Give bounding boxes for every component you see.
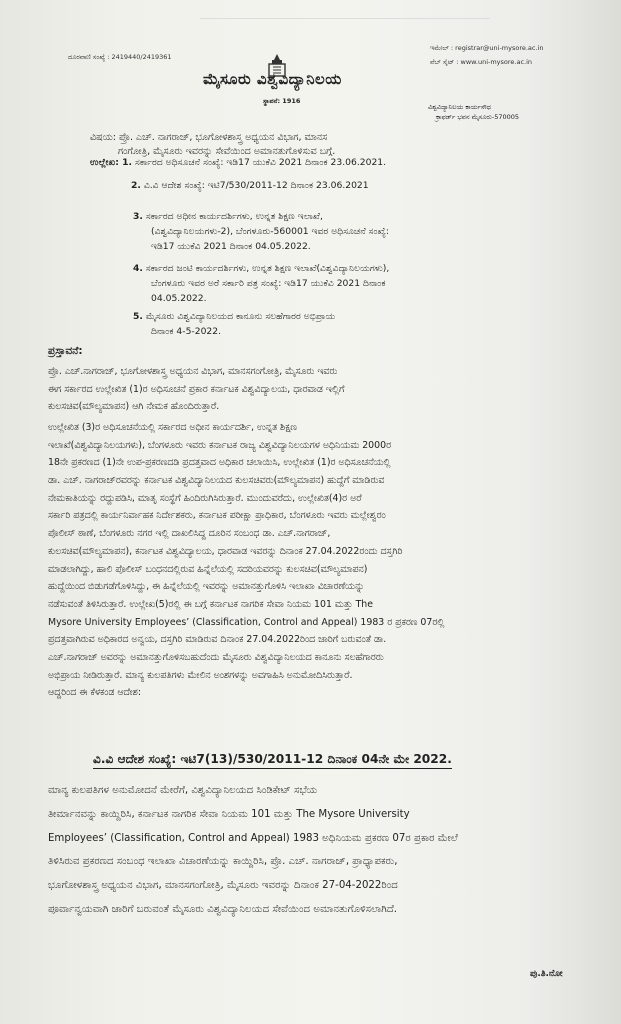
reference-label: 5.: [133, 311, 143, 322]
reference-item: [90, 156, 386, 169]
reference-text: ಸರ್ಕಾರದ ಅಧೀನ ಕಾರ್ಯದರ್ಶಿಗಳು, ಉನ್ನತ ಶಿಕ್ಷಣ ಇಲಾಖೆ,: [145, 211, 323, 222]
reference-label: 2.: [131, 180, 141, 191]
paragraph-line: ಉಲ್ಲೇಖಿತ (3)ರ ಅಧಿಸೂಚನೆಯಲ್ಲಿ ಸರ್ಕಾರದ ಅಧೀನ ಕಾರ್ಯದರ್ಶಿ, ಉನ್ನತ ಶಿಕ್ಷಣ: [48, 422, 297, 433]
order-number-heading: ವಿ.ವಿ ಆದೇಶ ಸಂಖ್ಯೆ: ಇಟಿ7(13)/530/2011-12 ದಿನಾಂಕ 04ನೇ ಮೇ 2022.: [93, 752, 452, 769]
paragraph-line: ಭೂಗೋಳಶಾಸ್ತ್ರ ಅಧ್ಯಯನ ವಿಭಾಗ, ಮಾನಸಗಂಗೋತ್ರಿ, ಮೈಸೂರು ಇವರನ್ನು ದಿನಾಂಕ 27-04-2022ರಿಂದ: [48, 880, 398, 892]
reference-text: ವಿ.ವಿ ಆದೇಶ ಸಂಖ್ಯೆ: ಇಟಿ7/530/2011-12 ದಿನಾಂಕ 23.06.2021: [143, 180, 369, 191]
paragraph-line: ತಿಳಿಸಿರುವ ಪ್ರಕರಣದ ಸಂಬಂಧ ಇಲಾಖಾ ವಿಚಾರಣೆಯನ್ನು ಕಾಯ್ದಿರಿಸಿ, ಪ್ರೊ. ಎಚ್. ನಾಗರಾಜ್, ಪ್ರಾಧ್ಯಾಪಕರು,: [48, 856, 398, 868]
preamble-heading: ಪ್ರಸ್ತಾವನೆ:: [48, 345, 83, 357]
university-name: ಮೈಸೂರು ವಿಶ್ವವಿದ್ಯಾನಿಲಯ: [203, 70, 342, 88]
website-address: ವೆಬ್ ಸೈಟ್ : www.uni-mysore.ac.in: [430, 58, 533, 66]
paragraph-line: Employees’ (Classification, Control and Appeal) 1983 ಅಧಿನಿಯಮ ಪ್ರಕರಣ 07ರ ಪ್ರಕಾರ ಮೇಲೆ: [48, 832, 458, 844]
paragraph-line: ಪೊಲೀಸ್ ಠಾಣೆ, ಬೆಂಗಳೂರು ನಗರ ಇಲ್ಲಿ ದಾಖಲಿಸಿದ್ದ ದೂರಿನ ಸಂಬಂಧ ಡಾ. ಎಚ್.ನಾಗರಾಜ್,: [48, 528, 331, 540]
paragraph-line: ನೇಮಕಾತಿಯನ್ನು ರದ್ದುಪಡಿಸಿ, ಮಾತೃ ಸಂಸ್ಥೆಗೆ ಹಿಂದಿರುಗಿಸಿರುತ್ತಾರೆ. ಮುಂದುವರೆದು, ಉಲ್ಲೇಖಿತ(4)ರ ಅರೆ: [48, 492, 362, 504]
paragraph-line: ತೀರ್ಮಾನವನ್ನು ಕಾಯ್ದಿರಿಸಿ, ಕರ್ನಾಟಕ ನಾಗರಿಕ ಸೇವಾ ನಿಯಮ 101 ಮತ್ತು The Mysore University: [48, 808, 410, 820]
reference-item: [133, 310, 335, 323]
reference-text: ಮೈಸೂರು ವಿಶ್ವವಿದ್ಯಾನಿಲಯದ ಕಾನೂನು ಸಲಹೆಗಾರರ ಅಭಿಪ್ರಾಯ: [145, 311, 336, 322]
reference-label: 4.: [133, 263, 143, 274]
paragraph-line: ಆದ್ದರಿಂದ ಈ ಕೆಳಕಂಡ ಆದೇಶ:: [48, 687, 141, 699]
paragraph-line: ಪೂರ್ವಾನ್ವಯವಾಗಿ ಜಾರಿಗೆ ಬರುವಂತೆ ಮೈಸೂರು ವಿಶ್ವವಿದ್ಯಾನಿಲಯದ ಸೇವೆಯಿಂದ ಅಮಾನತುಗೊಳಿಸಲಾಗಿದೆ.: [48, 903, 398, 915]
subject-line-1: ವಿಷಯ: ಪ್ರೊ. ಎಚ್. ನಾಗರಾಜ್, ಭೂಗೋಳಶಾಸ್ತ್ರ ಅಧ್ಯಯನ ವಿಭಾಗ, ಮಾನಸ: [90, 132, 328, 143]
paragraph-line: ಮಾಡಲಾಗಿದ್ದು, ಹಾಲಿ ಪೊಲೀಸ್ ಬಂಧನದಲ್ಲಿರುವ ಹಿನ್ನೆಲೆಯಲ್ಲಿ ಸದರಿಯವರನ್ನು ಕುಲಸಚಿವ(ಮೌಲ್ಯಮಾಪನ): [48, 563, 368, 575]
preamble-paragraph-2: [48, 422, 588, 705]
reference-text: ಸರ್ಕಾರದ ಅಧಿಸೂಚನೆ ಸಂಖ್ಯೆ: ಇಡಿ17 ಯುಕೆವಿ 2021 ದಿನಾಂಕ 23.06.2021.: [134, 157, 387, 168]
paragraph-line: ಈಗ ಸರ್ಕಾರದ ಉಲ್ಲೇಖಿತ (1)ರ ಅಧಿಸೂಚನೆ ಪ್ರಕಾರ ಕರ್ನಾಟಕ ವಿಶ್ವವಿದ್ಯಾಲಯ, ಧಾರವಾಡ ಇಲ್ಲಿಗೆ: [48, 383, 345, 395]
paragraph-line: ಕುಲಸಚಿವ(ಮೌಲ್ಯಮಾಪನ), ಕರ್ನಾಟಕ ವಿಶ್ವವಿದ್ಯಾಲಯ, ಧಾರವಾಡ ಇವರನ್ನು ದಿನಾಂಕ 27.04.2022ರಂದು ದಸ್ತಗಿರಿ: [48, 545, 403, 557]
email-address: ಇಮೇಲ್ : registrar@uni-mysore.ac.in: [430, 44, 544, 52]
reference-label: 3.: [133, 211, 143, 222]
paragraph-line: ಮಾನ್ಯ ಕುಲಪತಿಗಳ ಅನುಮೋದನೆ ಮೇರೆಗೆ, ವಿಶ್ವವಿದ್ಯಾನಿಲಯದ ಸಿಂಡಿಕೇಟ್ ಸಭೆಯ: [48, 785, 318, 796]
reference-item: [133, 210, 323, 223]
established-year: ಸ್ಥಾಪನೆ: 1916: [263, 97, 301, 105]
signature-initials: ಪು.ತಿ.ನೋ: [530, 969, 563, 979]
paragraph-line: ಸರ್ಕಾರಿ ಪತ್ರದಲ್ಲಿ ಕಾರ್ಯನಿರ್ವಾಹಕ ನಿರ್ದೇಶಕರು, ಕರ್ನಾಟಕ ಪರೀಕ್ಷಾ ಪ್ರಾಧಿಕಾರ, ಬೆಂಗಳೂರು ಇವರು ಮಲ್ಲೇಶ್ವರಂ: [48, 510, 386, 522]
subject-block: [90, 131, 335, 159]
paragraph-line: ಎಚ್.ನಾಗರಾಜ್ ಅವರನ್ನು ಅಮಾನತ್ತುಗೊಳಿಸಬಹುದೆಂದು ಮೈಸೂರು ವಿಶ್ವವಿದ್ಯಾನಿಲಯದ ಕಾನೂನು ಸಲಹೆಗಾರರು: [48, 651, 384, 663]
subject-line-2: ಗಂಗೋತ್ರಿ, ಮೈಸೂರು ಇವರನ್ನು ಸೇವೆಯಿಂದ ಅಮಾನತುಗೊಳಿಸುವ ಬಗ್ಗೆ.: [118, 146, 336, 157]
paragraph-line: ಹುದ್ದೆಯಿಂದ ಬಿಡುಗಡೆಗೊಳಿಸಿದ್ದು, ಈ ಹಿನ್ನೆಲೆಯಲ್ಲಿ ಇವರನ್ನು ಅಮಾನತ್ತುಗೊಳಿಸಿ ಇಲಾಖಾ ವಿಚಾರಣೆಯನ್ನು: [48, 581, 365, 593]
top-divider: [200, 18, 490, 19]
paragraph-line: ಅಭಿಪ್ರಾಯ ನೀಡಿರುತ್ತಾರೆ. ಮಾನ್ಯ ಕುಲಪತಿಗಳು ಮೇಲಿನ ಅಂಶಗಳನ್ನು ಅವಗಾಹಿಸಿ ಅನುಮೋದಿಸಿರುತ್ತಾರೆ.: [48, 669, 353, 681]
reference-text-cont: (ವಿಶ್ವವಿದ್ಯಾನಿಲಯಗಳು-2), ಬೆಂಗಳೂರು-560001 ಇವರ ಅಧಿಸೂಚನೆ ಸಂಖ್ಯೆ:: [151, 226, 389, 237]
paragraph-line: Mysore University Employees’ (Classification, Control and Appeal) 1983 ರ ಪ್ರಕರಣ 07ರಲ್ಲಿ: [48, 616, 445, 628]
paragraph-line: 18ನೇ ಪ್ರಕರಣದ (1)ನೇ ಉಪ-ಪ್ರಕರಣದಡಿ ಪ್ರದತ್ತವಾದ ಅಧಿಕಾರ ಚಲಾಯಿಸಿ, ಉಲ್ಲೇಖಿತ (1)ರ ಅಧಿಸೂಚನೆಯಲ್ಲಿ: [48, 457, 391, 469]
order-paragraph: [48, 785, 458, 928]
reference-label: ಉಲ್ಲೇಖ: 1.: [90, 157, 133, 168]
paragraph-line: ಡಾ. ಎಚ್. ನಾಗರಾಜ್‌ರವರನ್ನು ಕರ್ನಾಟಕ ವಿಶ್ವವಿದ್ಯಾನಿಲಯದ ಕುಲಸಚಿವರು(ಮೌಲ್ಯಮಾಪನ) ಹುದ್ದೆಗೆ ಮಾಡಿರುವ: [48, 475, 385, 487]
reference-item: [131, 179, 369, 192]
office-address: [428, 102, 519, 122]
reference-text-cont: ಬೆಂಗಳೂರು ಇವರ ಅರೆ ಸರ್ಕಾರಿ ಪತ್ರ ಸಂಖ್ಯೆ: ಇಡಿ17 ಯುಕೆವಿ 2021 ದಿನಾಂಕ: [151, 278, 386, 289]
reference-item: [133, 262, 389, 275]
office-line-1: ವಿಶ್ವವಿದ್ಯಾನಿಲಯ ಕಾರ್ಯಸೌಧ: [428, 103, 491, 111]
preamble-paragraph-1: [48, 366, 588, 419]
reference-text-cont: ಇಡಿ17 ಯುಕೆವಿ 2021 ದಿನಾಂಕ 04.05.2022.: [151, 241, 311, 252]
paragraph-line: ಪ್ರದತ್ತವಾಗಿರುವ ಅಧಿಕಾರದ ಅನ್ವಯ, ದಸ್ತಗಿರಿ ಮಾಡಿರುವ ದಿನಾಂಕ 27.04.2022ರಿಂದ ಜಾರಿಗೆ ಬರುವಂತೆ ಡಾ.: [48, 634, 387, 646]
paragraph-line: ಕುಲಸಚಿವ(ಮೌಲ್ಯಮಾಪನ) ಆಗಿ ನೇಮಕ ಹೊಂದಿರುತ್ತಾರೆ.: [48, 401, 220, 413]
office-line-2: ಕ್ರಾಫರ್ಡ್ ಭವನ ಮೈಸೂರು-570005: [436, 113, 520, 121]
reference-text-cont: ದಿನಾಂಕ 4-5-2022.: [151, 326, 222, 337]
paragraph-line: ಪ್ರೊ. ಎಚ್.ನಾಗರಾಜ್, ಭೂಗೋಳಶಾಸ್ತ್ರ ಅಧ್ಯಯನ ವಿಭಾಗ, ಮಾನಸಗಂಗೋತ್ರಿ, ಮೈಸೂರು ಇವರು: [48, 366, 338, 377]
reference-text: ಸರ್ಕಾರದ ಜಂಟಿ ಕಾರ್ಯದರ್ಶಿಗಳು, ಉನ್ನತ ಶಿಕ್ಷಣ ಇಲಾಖೆ(ವಿಶ್ವವಿದ್ಯಾನಿಲಯಗಳು),: [145, 263, 390, 274]
paragraph-line: ಇಲಾಖೆ(ವಿಶ್ವವಿದ್ಯಾನಿಲಯಗಳು), ಬೆಂಗಳೂರು ಇವರು ಕರ್ನಾಟಕ ರಾಜ್ಯ ವಿಶ್ವವಿದ್ಯಾನಿಲಯಗಳ ಅಧಿನಿಯಮ 2000ರ: [48, 439, 392, 451]
reference-text-cont: 04.05.2022.: [151, 293, 207, 304]
phone-number: ದೂರವಾಣಿ ಸಂಖ್ಯೆ : 2419440/2419361: [68, 53, 172, 61]
paragraph-line: ನಡೆಸುವಂತೆ ತಿಳಿಸಿರುತ್ತಾರೆ. ಉಲ್ಲೇಖ(5)ರಲ್ಲಿ ಈ ಬಗ್ಗೆ ಕರ್ನಾಟಕ ನಾಗರಿಕ ಸೇವಾ ನಿಯಮ 101 ಮತ್ತು The: [48, 598, 374, 610]
